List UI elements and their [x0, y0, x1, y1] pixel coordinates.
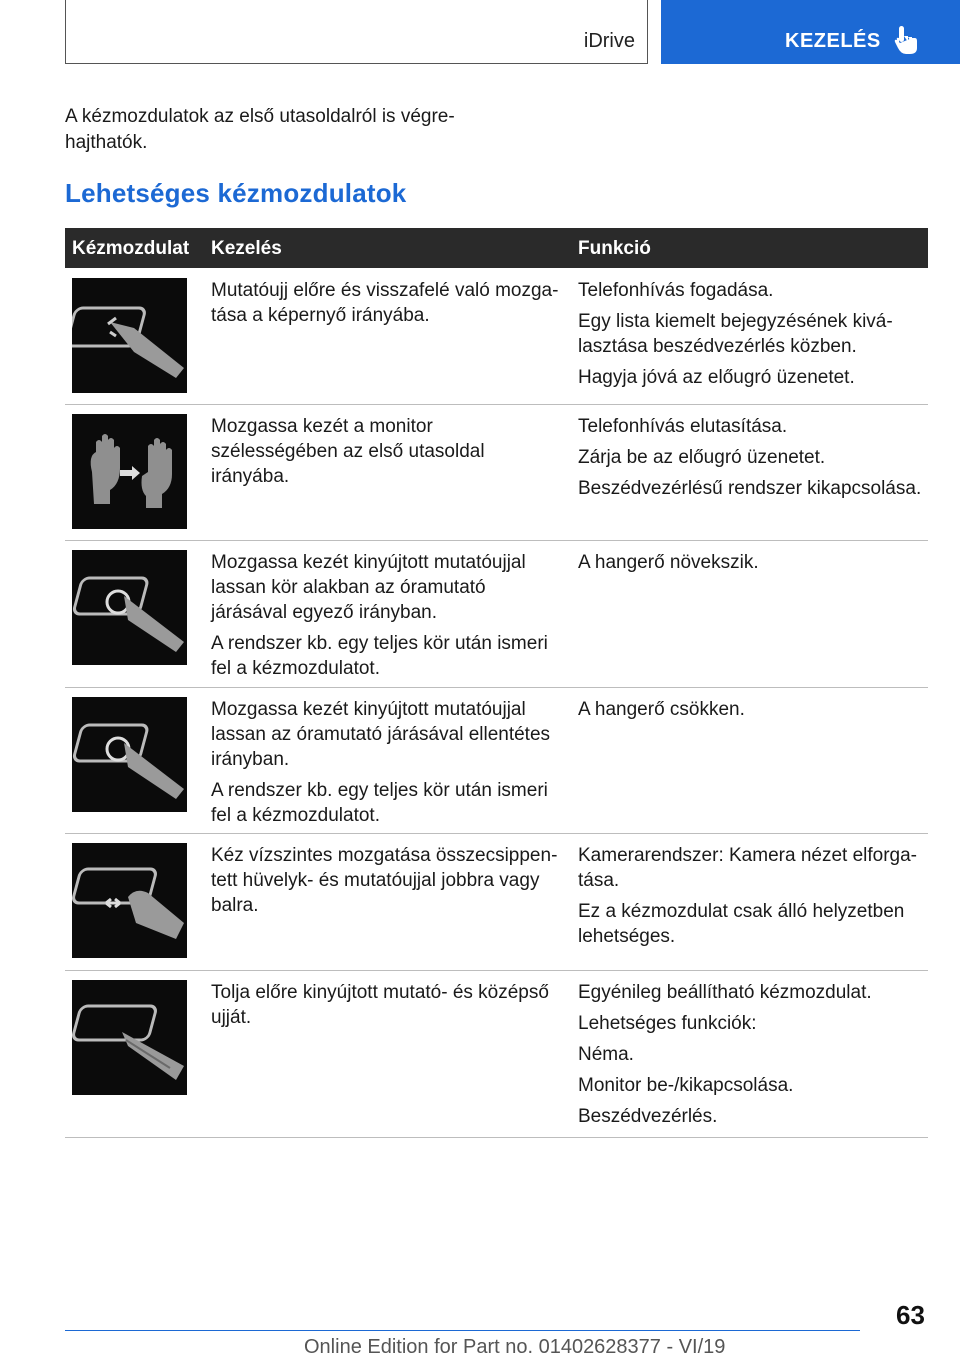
function-text: Hagyja jóvá az előugró üzenetet.: [578, 367, 855, 388]
col-header-operation: Kezelés: [211, 238, 282, 259]
function-text: Zárja be az előugró üzenetet.: [578, 447, 826, 468]
function-text: A hangerő csökken.: [578, 699, 745, 720]
footer-divider: [65, 1330, 860, 1331]
function-text: Beszédvezérlés.: [578, 1106, 718, 1127]
operation-text: Mozgassa kezét kinyújtott mutatóujjal lassan az óramutató járásával ellentétes irányban.: [211, 699, 551, 770]
function-cell: [578, 550, 928, 581]
hand-pointer-icon: [893, 24, 919, 56]
header-chapter-tab[interactable]: [661, 0, 960, 64]
function-cell: [578, 980, 928, 1135]
header-chapter-label: KEZELÉS: [785, 30, 881, 52]
finger-poke-gesture-image: [72, 278, 187, 393]
function-cell: [578, 697, 928, 728]
operation-text: Kéz vízszintes mozgatása összecsippentett hüvelyk- és mutatóujjal jobbra vagy balra.: [211, 845, 558, 916]
table-row: [65, 540, 928, 688]
function-text: Lehetséges funkciók:: [578, 1013, 757, 1034]
operation-cell: [211, 980, 561, 1036]
function-cell: [578, 414, 928, 507]
table-row: [65, 687, 928, 834]
operation-cell: [211, 278, 561, 334]
operation-text: A rendszer kb. egy teljes kör után ismeri fel a kézmozdulatot.: [211, 633, 548, 679]
table-header: [65, 228, 928, 268]
operation-text: Mozgassa kezét a monitor szélességében az első utasoldal irányába.: [211, 416, 485, 487]
circle-clockwise-gesture-image: [72, 550, 187, 665]
function-text: Monitor be-/kikapcsolása.: [578, 1075, 794, 1096]
operation-cell: [211, 697, 561, 834]
header-section-box: [65, 0, 648, 64]
function-text: Telefonhívás elutasítása.: [578, 416, 788, 437]
function-text: Beszédvezérlésű rendszer kikapcsolása.: [578, 478, 922, 499]
function-text: Egyénileg beállítható kézmozdulat.: [578, 982, 872, 1003]
operation-text: Tolja előre kinyújtott mutató- és középső ujját.: [211, 982, 549, 1028]
col-header-function: Funkció: [578, 238, 651, 259]
col-header-gesture: Kézmozdulat: [72, 238, 190, 259]
operation-cell: [211, 414, 561, 495]
function-text: Néma.: [578, 1044, 634, 1065]
table-row: [65, 833, 928, 971]
function-text: Kamerarendszer: Kamera nézet elforgatása.: [578, 845, 917, 891]
pinch-swipe-gesture-image: [72, 843, 187, 958]
two-finger-point-gesture-image: [72, 980, 187, 1095]
function-text: Egy lista kiemelt bejegyzésének kiválasztása beszédvezérlés közben.: [578, 311, 893, 357]
intro-text: A kézmozdulatok az első utasoldalról is végrehajthatók.: [65, 106, 455, 153]
operation-text: A rendszer kb. egy teljes kör után ismeri fel a kézmozdulatot.: [211, 780, 548, 826]
section-heading: Lehetséges kézmozdulatok: [65, 178, 407, 208]
table-row: [65, 970, 928, 1138]
operation-cell: [211, 843, 561, 924]
circle-counterclockwise-gesture-image: [72, 697, 187, 812]
function-text: Telefonhívás fogadása.: [578, 280, 774, 301]
operation-cell: [211, 550, 561, 687]
table-row: [65, 268, 928, 405]
page-number: 63: [896, 1300, 925, 1330]
function-text: Ez a kézmozdulat csak álló helyzetben lehetséges.: [578, 901, 905, 947]
operation-text: Mozgassa kezét kinyújtott mutatóujjal lassan kör alakban az óramutató járásával egyező irányban.: [211, 552, 526, 623]
header-section-title: iDrive: [583, 30, 635, 52]
hand-swipe-gesture-image: [72, 414, 187, 529]
footer-edition: Online Edition for Part no. 01402628377 - VI/19: [304, 1336, 726, 1358]
function-cell: [578, 843, 928, 955]
table-row: [65, 404, 928, 541]
operation-text: Mutatóujj előre és visszafelé való mozgatása a képernyő irányába.: [211, 280, 559, 326]
function-text: A hangerő növekszik.: [578, 552, 759, 573]
function-cell: [578, 278, 928, 396]
